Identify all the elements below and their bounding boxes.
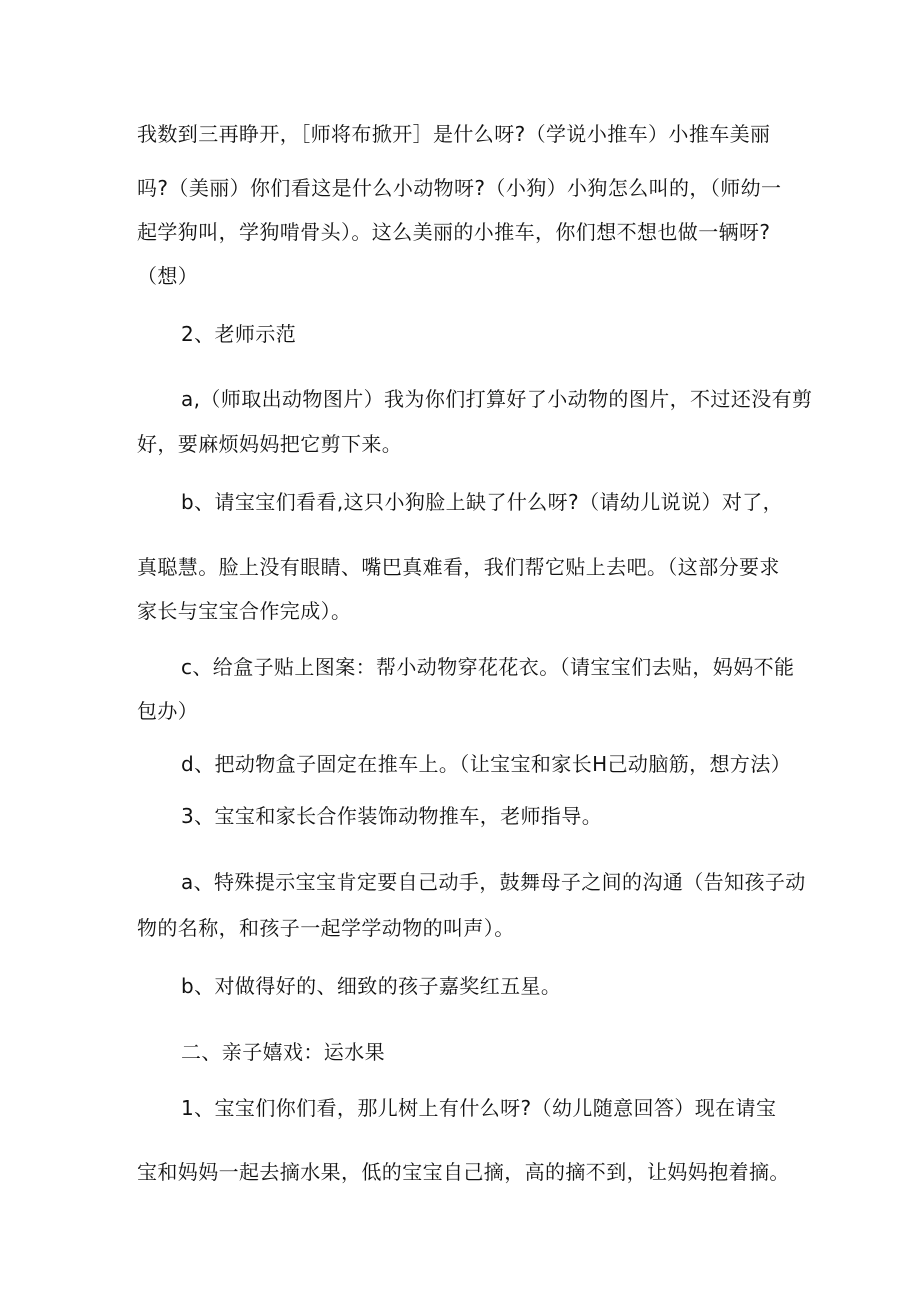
text-line-10: 家长与宝宝合作完成）。 bbox=[137, 599, 352, 623]
text-line-8: b、请宝宝们看看,这只小狗脸上缺了什么呀?（请幼儿说说）对了， bbox=[181, 490, 784, 514]
text-line-9: 真聪慧。脸上没有眼睛、嘴巴真难看，我们帮它贴上去吧。（这部分要求 bbox=[137, 555, 780, 579]
text-line-16: 物的名称，和孩子一起学学动物的叫声）。 bbox=[137, 916, 515, 940]
text-line-19: 1、宝宝们你们看，那儿树上有什么呀?（幼儿随意回答）现在请宝 bbox=[181, 1096, 777, 1120]
text-line-7: 好，要麻烦妈妈把它剪下来。 bbox=[137, 432, 403, 456]
text-line-6: a,（师取出动物图片）我为你们打算好了小动物的图片，不过还没有剪 bbox=[181, 387, 813, 411]
text-line-11: c、给盒子贴上图案：帮小动物穿花花衣。（请宝宝们去贴，妈妈不能 bbox=[181, 655, 795, 679]
text-line-1: 我数到三再睁开，［师将布掀开］是什么呀?（学说小推车）小推车美丽 bbox=[137, 122, 771, 146]
text-line-14: 3、宝宝和家长合作装饰动物推车，老师指导。 bbox=[181, 804, 603, 828]
text-line-13: d、把动物盒子固定在推车上。（让宝宝和家长H己动脑筋，想方法） bbox=[181, 752, 792, 776]
section-heading-teacher-demo: 2、老师示范 bbox=[181, 322, 297, 346]
text-line-15: a、特殊提示宝宝肯定要自己动手，鼓舞母子之间的沟通（告知孩子动 bbox=[181, 870, 806, 894]
section-heading-transport-fruit: 二、亲子嬉戏：运水果 bbox=[181, 1040, 385, 1064]
text-line-17: b、对做得好的、细致的孩子嘉奖红五星。 bbox=[181, 974, 562, 998]
text-line-20: 宝和妈妈一起去摘水果，低的宝宝自己摘，高的摘不到，让妈妈抱着摘。 bbox=[137, 1160, 790, 1184]
text-line-4: （想） bbox=[137, 264, 199, 288]
text-line-3: 起学狗叫，学狗啃骨头）。这么美丽的小推车，你们想不想也做一辆呀? bbox=[137, 220, 771, 244]
text-line-2: 吗?（美丽）你们看这是什么小动物呀?（小狗）小狗怎么叫的，（师幼一 bbox=[137, 176, 782, 200]
text-line-12: 包办） bbox=[137, 699, 199, 723]
